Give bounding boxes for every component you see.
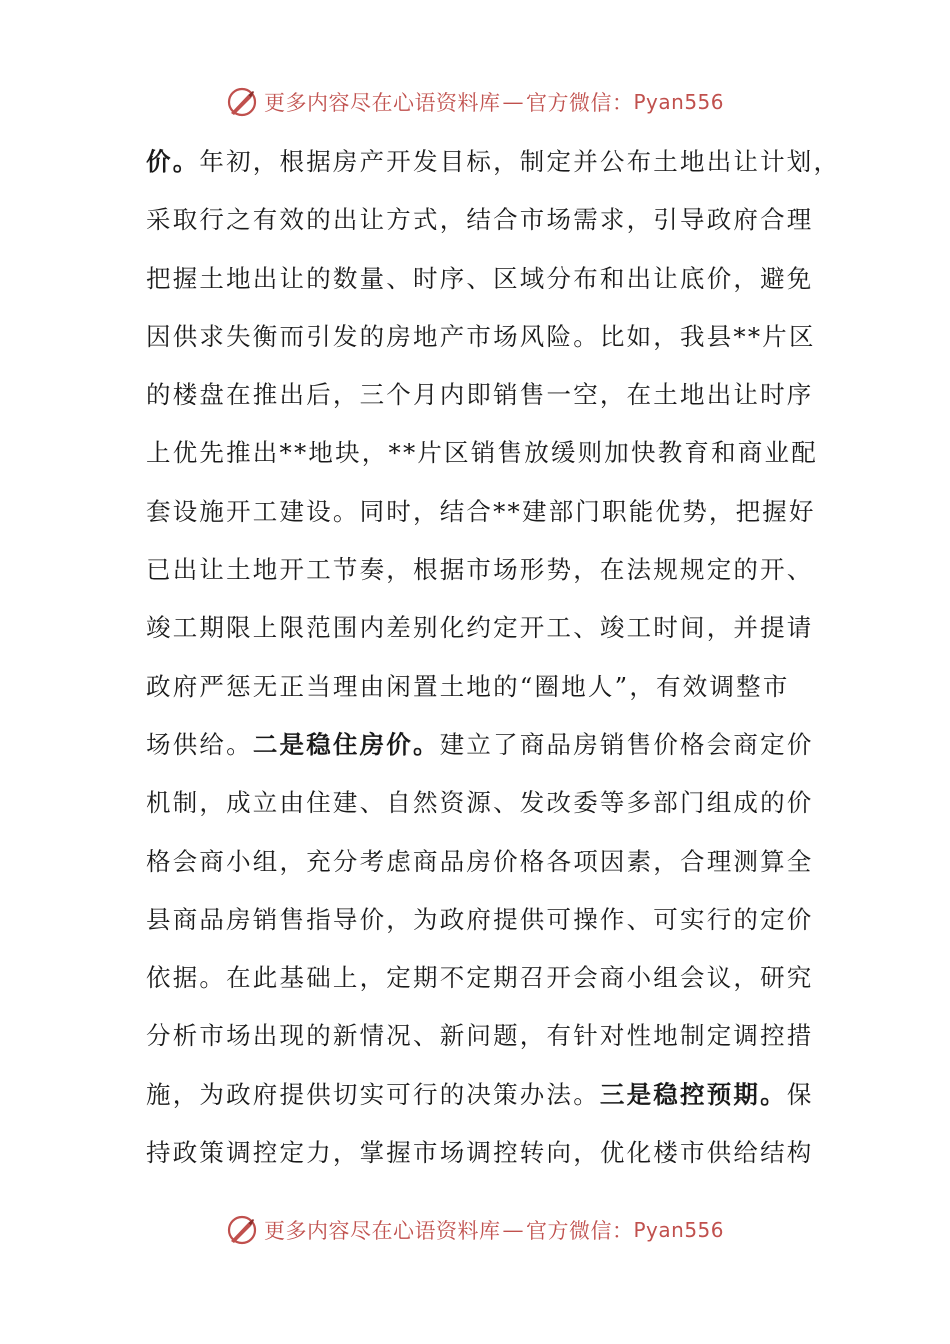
text-run: 把握土地出让的数量、时序、区域分布和出让底价，避免 — [146, 263, 814, 293]
text-run: 县商品房销售指导价，为政府提供可操作、可实行的定价 — [146, 904, 814, 934]
watermark-wechat-label: 官方微信： — [525, 91, 634, 115]
text-run: 机制，成立由住建、自然资源、发改委等多部门组成的价 — [146, 788, 814, 818]
text-line — [146, 483, 816, 541]
watermark-wechat-id: Pyan556 — [633, 1218, 724, 1242]
header-watermark — [0, 82, 950, 122]
text-run: 格会商小组，充分考虑商品房价格各项因素，合理测算全 — [146, 846, 814, 876]
text-run: 分析市场出现的新情况、新问题，有针对性地制定调控措 — [146, 1021, 814, 1051]
text-line — [146, 1066, 816, 1124]
document-body — [146, 133, 841, 1182]
text-run: 因供求失衡而引发的房地产市场风险。比如，我县**片区 — [146, 321, 816, 351]
text-run: 政府严惩无正当理由闲置土地的“圈地人”，有效调整市 — [146, 671, 790, 701]
text-line — [146, 949, 816, 1007]
watermark-wechat-id: Pyan556 — [633, 90, 724, 114]
text-line — [146, 308, 816, 366]
watermark-text: 更多内容尽在心语资料库 — [263, 1219, 501, 1243]
text-line — [146, 774, 816, 832]
text-run: 依据。在此基础上，定期不定期召开会商小组会议，研究 — [146, 963, 814, 993]
pen-logo-icon — [226, 86, 258, 118]
text-line — [146, 133, 841, 191]
text-run: 施，为政府提供切实可行的决策办法。 — [146, 1079, 600, 1109]
text-run: 年初，根据房产开发目标，制定并公布土地出让计划， — [199, 147, 841, 176]
text-line — [146, 716, 816, 774]
text-run: 的楼盘在推出后，三个月内即销售一空，在土地出让时序 — [146, 380, 814, 410]
text-run: 保 — [786, 1079, 814, 1109]
text-run: 上优先推出**地块，**片区销售放缓则加快教育和商业配 — [146, 438, 818, 468]
watermark-dash: — — [502, 90, 524, 114]
text-line — [146, 658, 816, 716]
watermark-dash: — — [502, 1218, 524, 1242]
watermark-wechat-label: 官方微信： — [525, 1219, 634, 1243]
text-run: 竣工期限上限范围内差别化约定开工、竣工时间，并提请 — [146, 613, 814, 643]
text-line — [146, 191, 816, 249]
bold-heading-run: 价。 — [146, 147, 200, 176]
text-line — [146, 891, 816, 949]
pen-logo-icon — [226, 1214, 258, 1246]
text-line — [146, 1124, 816, 1182]
text-run: 已出让土地开工节奏，根据市场形势，在法规规定的开、 — [146, 555, 814, 585]
text-line — [146, 833, 816, 891]
text-run: 场供给。 — [146, 729, 253, 759]
text-run: 持政策调控定力，掌握市场调控转向，优化楼市供给结构 — [146, 1138, 814, 1168]
bold-heading-run: 二是稳住房价。 — [252, 729, 440, 759]
text-line — [146, 366, 816, 424]
watermark-text: 更多内容尽在心语资料库 — [263, 91, 501, 115]
text-line — [146, 1007, 816, 1065]
footer-watermark — [0, 1210, 950, 1250]
text-run: 建立了商品房销售价格会商定价 — [439, 729, 814, 759]
bold-heading-run: 三是稳控预期。 — [599, 1079, 787, 1109]
text-line — [146, 424, 816, 482]
text-line — [146, 250, 816, 308]
text-line — [146, 599, 816, 657]
text-run: 套设施开工建设。同时，结合**建部门职能优势，把握好 — [146, 496, 816, 526]
text-line — [146, 541, 816, 599]
text-run: 采取行之有效的出让方式，结合市场需求，引导政府合理 — [146, 205, 814, 235]
